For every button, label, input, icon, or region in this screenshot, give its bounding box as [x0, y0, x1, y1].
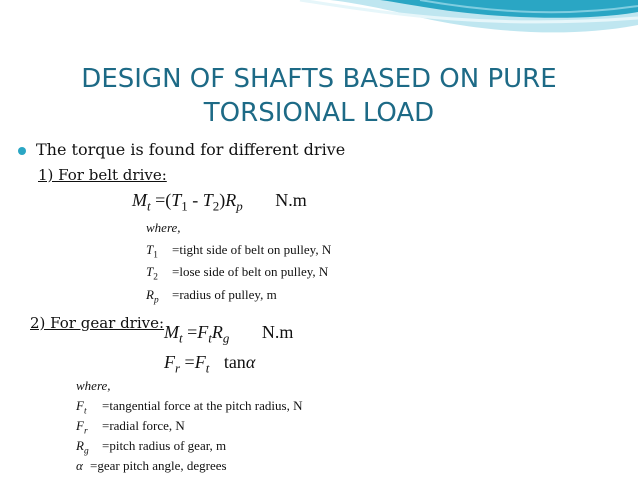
gear-torque-equation: [164, 322, 293, 347]
header-wave-decoration: [0, 0, 638, 60]
title-line-1: DESIGN OF SHAFTS BASED ON PURE: [81, 64, 557, 94]
eq-symbol: R: [211, 322, 223, 342]
def-subscript: 1: [153, 250, 158, 261]
gear-where-label: where,: [76, 378, 111, 393]
def-text: =tangential force at the pitch radius, N: [102, 398, 303, 413]
def-subscript: r: [83, 426, 88, 437]
gear-def-row: [76, 458, 227, 476]
eq-subscript: 2: [212, 198, 220, 214]
belt-where-label: where,: [146, 220, 181, 235]
gear-radial-equation: [164, 352, 255, 377]
def-text: =gear pitch angle, degrees: [90, 458, 227, 473]
bullet-text: The torque is found for different drive: [36, 140, 346, 159]
def-symbol: F: [76, 418, 84, 433]
def-subscript: p: [153, 295, 159, 306]
eq-unit: N.m: [261, 322, 294, 342]
def-text: =radial force, N: [102, 418, 185, 433]
def-symbol: R: [146, 287, 154, 302]
eq-unit: N.m: [275, 190, 307, 210]
def-symbol: T: [146, 242, 154, 257]
eq-function: tan: [223, 352, 246, 372]
def-text: =pitch radius of gear, m: [102, 438, 227, 453]
eq-symbol: F: [194, 352, 206, 372]
belt-def-row: [146, 242, 331, 260]
def-symbol: α: [76, 458, 83, 473]
def-text: =tight side of belt on pulley, N: [172, 242, 332, 257]
gear-def-row: [76, 398, 302, 416]
gear-drive-heading: 2) For gear drive:: [30, 314, 165, 332]
belt-torque-equation: [132, 190, 307, 215]
gear-def-row: [76, 418, 185, 436]
def-symbol: R: [76, 438, 84, 453]
eq-operator: =: [187, 322, 198, 342]
belt-def-row: [146, 287, 277, 305]
eq-symbol: M: [164, 322, 179, 342]
eq-subscript: g: [222, 330, 230, 346]
eq-symbol: F: [164, 352, 175, 372]
eq-operator: ): [219, 190, 226, 210]
eq-symbol: T: [202, 190, 213, 210]
eq-operator: -: [187, 190, 203, 210]
def-text: =radius of pulley, m: [172, 287, 277, 302]
eq-symbol: M: [132, 190, 147, 210]
title-line-2: TORSIONAL LOAD: [203, 98, 435, 128]
eq-symbol: F: [197, 322, 209, 342]
eq-subscript: t: [208, 330, 212, 346]
eq-operator: =: [184, 352, 195, 372]
belt-drive-heading: 1) For belt drive:: [38, 166, 167, 184]
def-subscript: t: [83, 406, 87, 417]
def-text: =lose side of belt on pulley, N: [172, 264, 329, 279]
belt-def-row: [146, 264, 328, 282]
eq-subscript: t: [205, 360, 210, 376]
slide-title: [0, 62, 638, 130]
bullet-dot-icon: [18, 147, 26, 155]
def-subscript: 2: [153, 272, 158, 283]
eq-subscript: t: [179, 330, 183, 346]
def-symbol: F: [76, 398, 84, 413]
eq-symbol: T: [171, 190, 182, 210]
gear-def-row: [76, 438, 226, 456]
def-symbol: T: [146, 264, 154, 279]
eq-symbol: α: [245, 352, 256, 372]
eq-subscript: 1: [181, 198, 188, 214]
eq-subscript: r: [175, 360, 181, 376]
eq-subscript: p: [236, 198, 243, 214]
eq-symbol: R: [225, 190, 237, 210]
eq-subscript: t: [147, 198, 151, 214]
eq-operator: =(: [155, 190, 172, 210]
def-subscript: g: [83, 446, 89, 457]
